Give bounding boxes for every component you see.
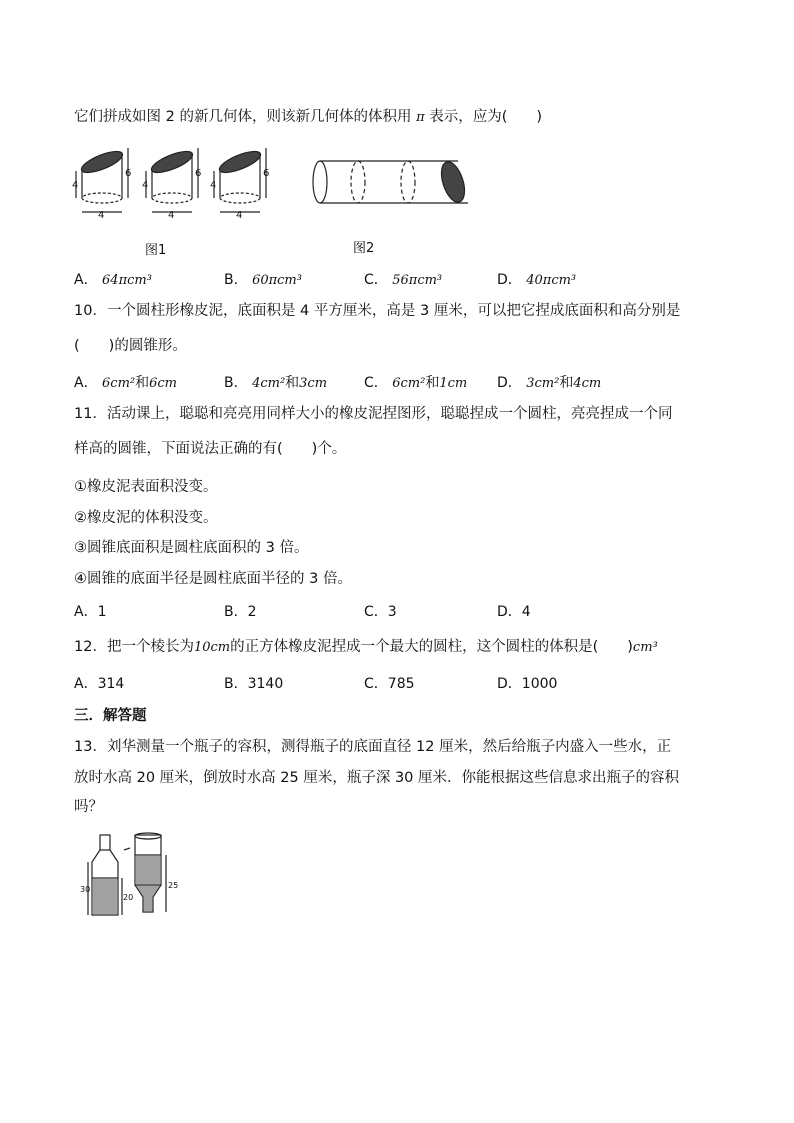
fig1-label-base: 4 [168,210,175,221]
figure-2-combined-cylinder [308,155,473,210]
q12-option-d[interactable]: D．1000 [497,676,558,692]
q11-option-c[interactable]: C．3 [364,604,397,620]
figure-1-caption: 图1 [145,243,167,258]
q10-option-d[interactable]: D． 3cm²和4cm [497,375,602,391]
fig1-label-h4: 4 [72,180,79,191]
section-3-title: 三．解答题 [74,708,147,724]
q13-label-inverted-water: 25 [168,881,179,890]
figure-2-caption: 图2 [353,241,375,256]
q9-option-a[interactable]: A． 64πcm³ [74,272,152,288]
fig1-label-base: 4 [98,210,105,221]
q11-stem-line-1: 11．活动课上，聪聪和亮亮用同样大小的橡皮泥捏图形，聪聪捏成一个圆柱，亮亮捏成一个同 [74,406,673,422]
q12-option-a[interactable]: A．314 [74,676,125,692]
q11-statement-1: ①橡皮泥表面积没变。 [74,479,218,495]
q10-option-b[interactable]: B． 4cm²和3cm [224,375,328,391]
fig1-label-h6: 6 [125,168,132,179]
q13-stem-line-1: 13．刘华测量一个瓶子的容积，测得瓶子的底面直径 12 厘米，然后给瓶子内盛入一些水，正 [74,739,672,755]
q11-option-d[interactable]: D．4 [497,604,531,620]
fig1-label-h4: 4 [210,180,217,191]
q11-statement-4: ④圆锥的底面半径是圆柱底面半径的 3 倍。 [74,571,352,587]
q11-option-a[interactable]: A．1 [74,604,107,620]
q9-option-b[interactable]: B． 60πcm³ [224,272,302,288]
q11-statement-3: ③圆锥底面积是圆柱底面积的 3 倍。 [74,540,309,556]
q13-label-upright-water: 20 [123,893,134,902]
q9-option-d[interactable]: D． 40πcm³ [497,272,577,288]
fig1-label-base: 4 [236,210,243,221]
q9-option-c[interactable]: C． 56πcm³ [364,272,443,288]
q10-option-c[interactable]: C． 6cm²和1cm [364,375,468,391]
q12-stem: 12．把一个棱长为10cm的正方体橡皮泥捏成一个最大的圆柱，这个圆柱的体积是( )cm³ [74,639,658,655]
figure-1-cut-cylinders [70,140,280,225]
fig1-label-h6: 6 [263,168,270,179]
q10-option-a[interactable]: A． 6cm²和6cm [74,375,178,391]
q13-bottle-figure [80,830,190,922]
q12-option-b[interactable]: B．3140 [224,676,284,692]
fig1-label-h4: 4 [142,180,149,191]
q11-statement-2: ②橡皮泥的体积没变。 [74,510,218,526]
fig1-label-h6: 6 [195,168,202,179]
q11-option-b[interactable]: B．2 [224,604,257,620]
q10-stem-line-2: ( )的圆锥形。 [74,338,187,354]
q10-stem-line-1: 10．一个圆柱形橡皮泥，底面积是 4 平方厘米，高是 3 厘米，可以把它捏成底面积和高分别是 [74,303,681,319]
q13-stem-line-3: 吗？ [74,799,103,815]
q9-stem: 它们拼成如图 2 的新几何体，则该新几何体的体积用 π 表示，应为( ) [74,109,543,125]
q13-stem-line-2: 放时水高 20 厘米，倒放时水高 25 厘米，瓶子深 30 厘米．你能根据这些信息求出瓶子的容积 [74,770,680,786]
q11-stem-line-2: 样高的圆锥，下面说法正确的有( )个。 [74,441,347,457]
q13-label-depth: 30 [80,885,91,894]
q12-option-c[interactable]: C．785 [364,676,415,692]
